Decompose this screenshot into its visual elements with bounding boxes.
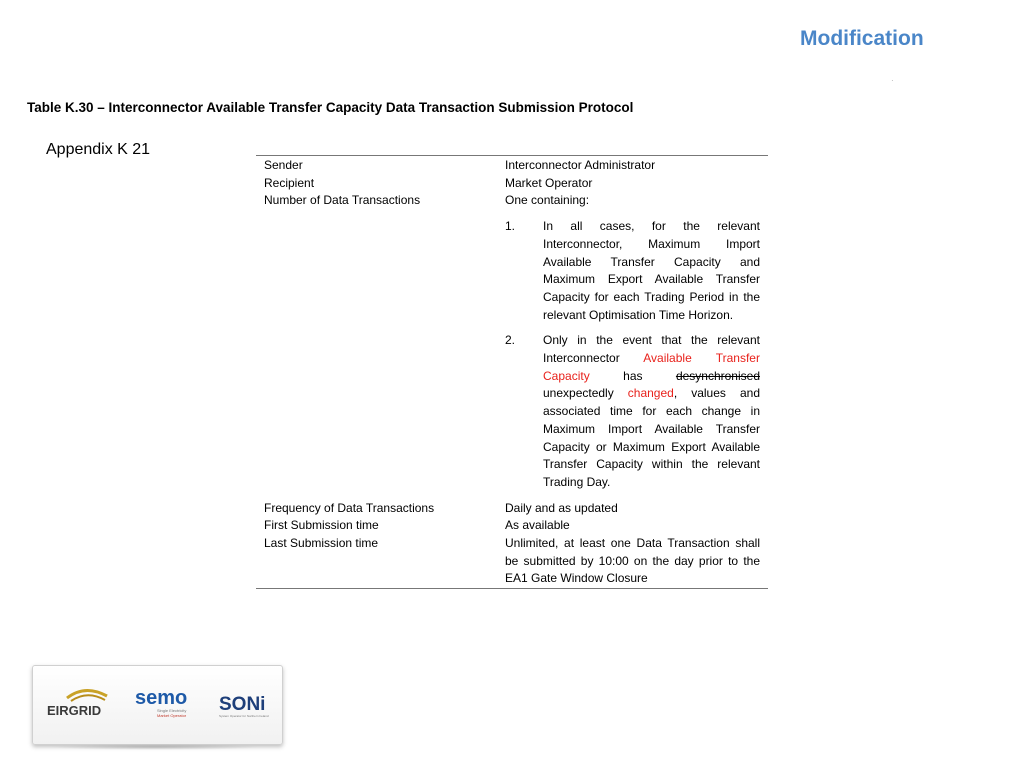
text-segment: has [589,368,676,383]
sender-value: Interconnector Administrator [505,158,656,172]
list-item-text: In all cases, for the relevant Interconnector, Maximum Import Available Transfer Capacity and Maximum Export Available Transfer Capacity for each Trading Period in the relevant Optimisation Time Horizon. [543,219,760,322]
small-mark: · [891,76,894,85]
table-row-recipient [256,175,768,193]
list-item-number: 1. [505,219,516,234]
partner-logos-panel [32,665,283,745]
table-row-sender [256,156,768,175]
text-segment: unexpectedly [543,386,628,401]
last-submission-value: Unlimited, at least one Data Transaction shall be submitted by 10:00 on the day prior to the EA1 Gate Window Closure [505,536,760,586]
first-submission-value: As available [505,518,570,533]
semo-subtitle: Market Operator [157,713,187,718]
recipient-label: Recipient [264,175,315,190]
soni-logo [217,688,277,724]
modification-heading: Modification [800,27,924,50]
semo-subtitle: Single Electricity [157,708,187,713]
inserted-text: changed [627,386,674,401]
frequency-label: Frequency of Data Transactions [264,500,435,515]
list-item-text [543,332,760,491]
table-row-number [256,192,768,491]
recipient-value: Market Operator [505,175,593,190]
sender-label: Sender [264,158,303,172]
frequency-value: Daily and as updated [505,500,618,515]
soni-subtitle: System Operator for Northern Ireland [219,714,269,718]
eirgrid-wordmark: EIRGRID [47,703,102,718]
text-segment: Only in the event that the relevant Interconnector [543,333,760,366]
table-title: Table K.30 – Interconnector Available Transfer Capacity Data Transaction Submission Protocol [27,100,634,115]
eirgrid-logo [45,684,115,724]
number-intro: One containing: [505,193,590,208]
last-submission-label: Last Submission time [264,536,379,551]
list-item [505,218,760,324]
deleted-text: desynchronised [675,368,760,383]
semo-logo [133,684,201,724]
inserted-text: Available Transfer Capacity [543,351,760,383]
first-submission-label: First Submission time [264,518,379,533]
number-label: Number of Data Transactions [264,193,421,208]
table-row-last-submission [256,535,768,588]
list-item [505,332,760,491]
soni-wordmark: SONi [219,694,266,715]
appendix-label: Appendix K 21 [46,141,151,158]
table-row-first-submission [256,517,768,535]
list-item-number: 2. [505,333,516,348]
number-value [505,192,768,491]
semo-wordmark: semo [135,687,188,709]
text-segment: , values and associated time for each change in Maximum Import Available Transfer Capacity or Maximum Export Available Transfer Capacity within the relevant Trading Day. [543,386,760,489]
panel-shadow [50,744,260,750]
submission-protocol-table [256,155,768,589]
table-row-frequency [256,500,768,518]
